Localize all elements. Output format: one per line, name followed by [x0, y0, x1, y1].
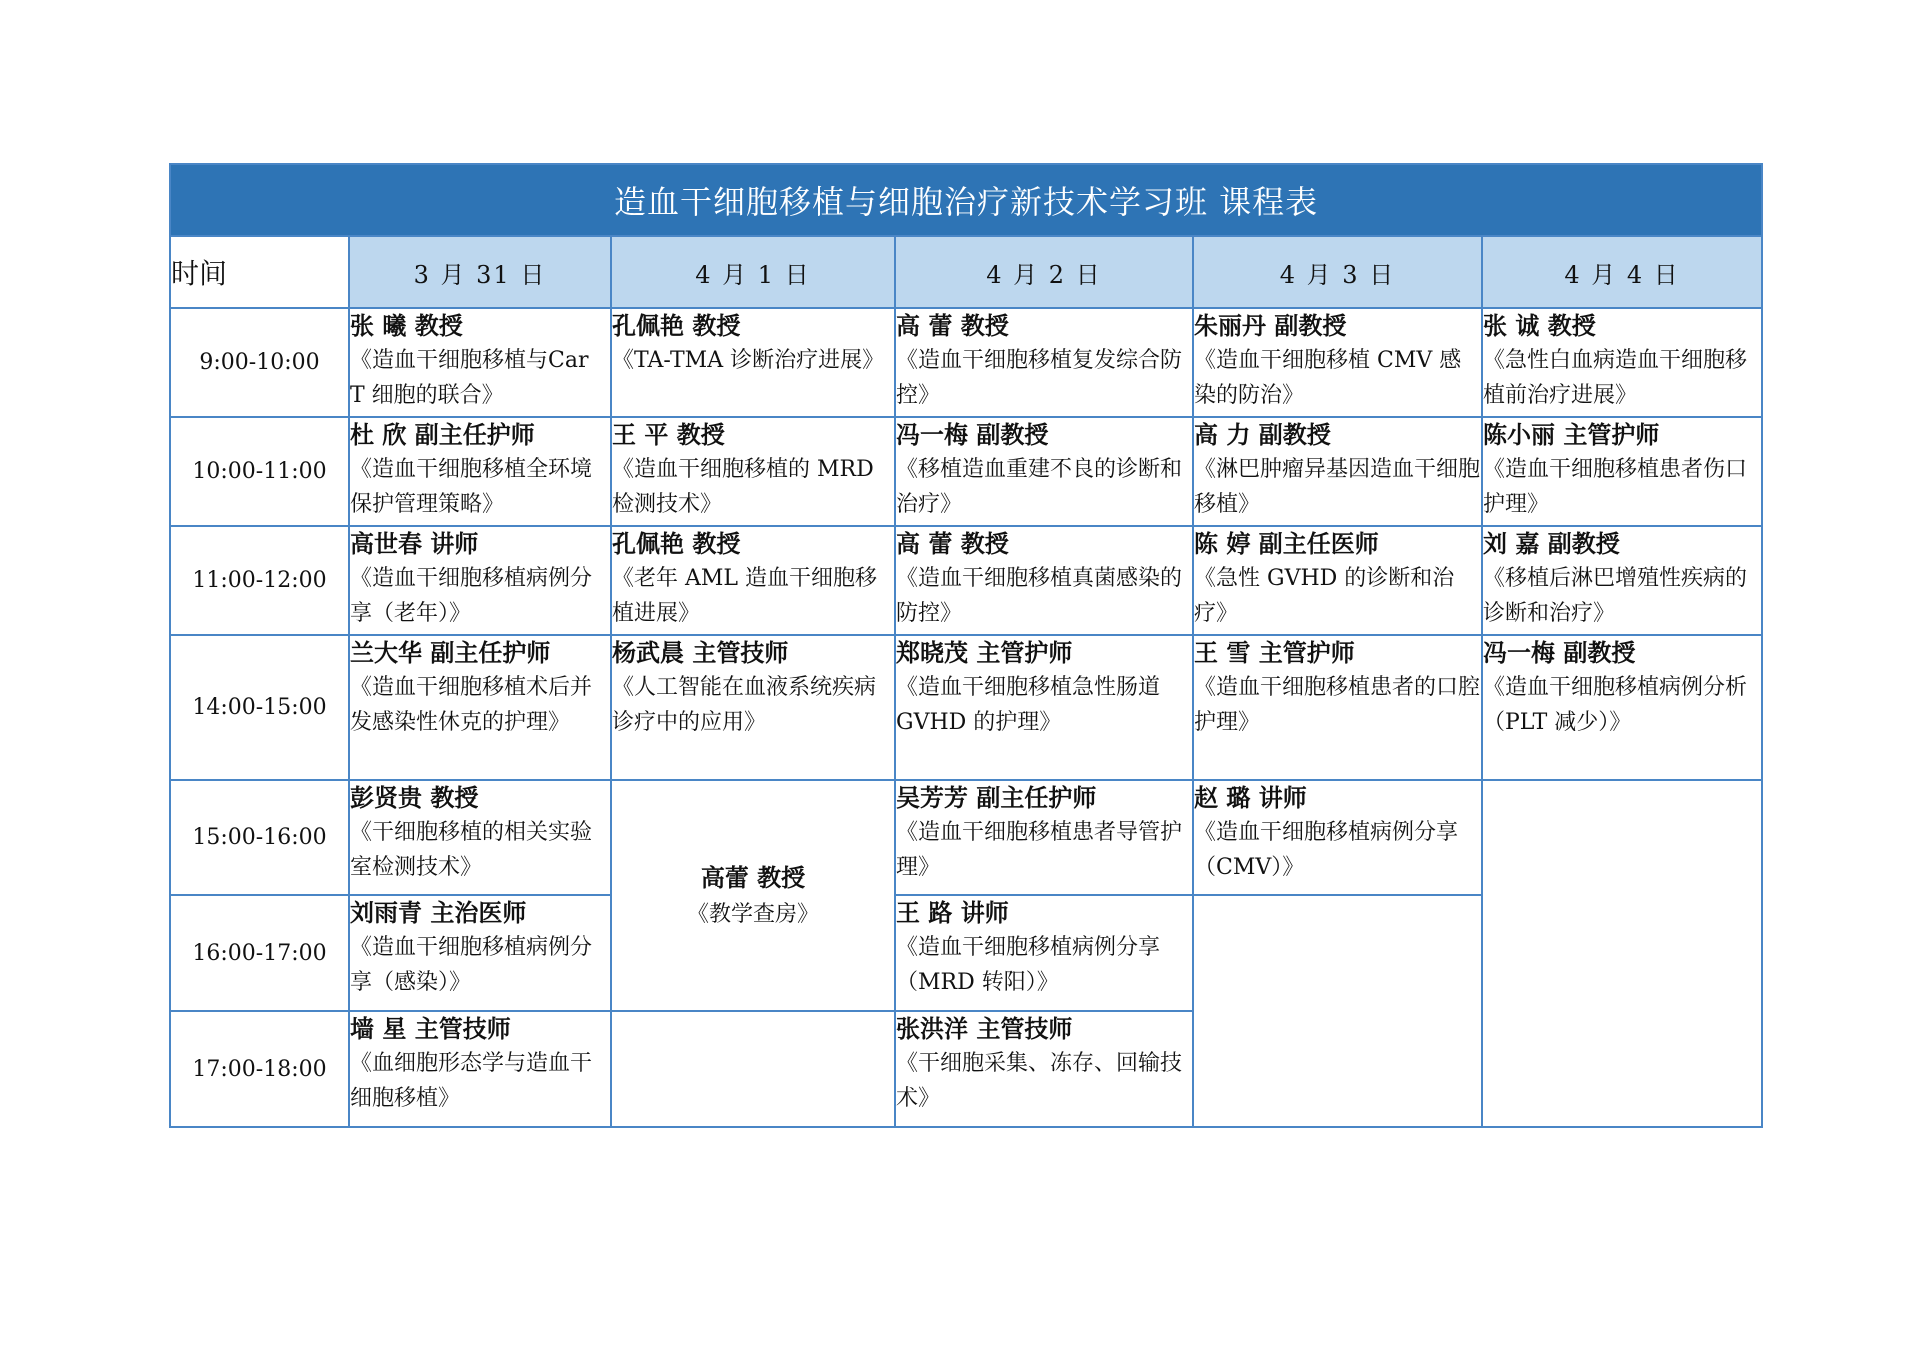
- lecture-cell: [349, 417, 611, 526]
- speaker: 张洪洋 主管技师: [896, 1015, 1073, 1043]
- lecture-topic: 《造血干细胞移植的 MRD 检测技术》: [612, 457, 874, 517]
- lecture-cell: [349, 895, 611, 1011]
- day-header: 4 月 3 日: [1193, 236, 1482, 308]
- lecture-cell: [1482, 417, 1762, 526]
- lecture-cell: [1482, 635, 1762, 780]
- lecture-cell: [349, 1011, 611, 1127]
- lecture-topic: 《血细胞形态学与造血干细胞移植》: [350, 1051, 593, 1111]
- lecture-cell: [611, 526, 895, 635]
- empty-cell: [1193, 895, 1482, 1127]
- day-header: 4 月 1 日: [611, 236, 895, 308]
- lecture-topic: 《造血干细胞移植患者伤口护理》: [1483, 457, 1748, 517]
- speaker: 冯一梅 副教授: [1483, 639, 1636, 667]
- lecture-topic: 《造血干细胞移植真菌感染的防控》: [896, 566, 1183, 626]
- lecture-topic: 《造血干细胞移植 CMV 感染的防治》: [1194, 348, 1462, 408]
- lecture-topic: 《教学查房》: [686, 902, 819, 927]
- speaker: 兰大华 副主任护师: [350, 639, 551, 667]
- lecture-cell: [1193, 526, 1482, 635]
- time-slot: 15:00-16:00: [170, 780, 349, 895]
- lecture-cell: [895, 308, 1193, 417]
- speaker: 孔佩艳 教授: [612, 312, 741, 340]
- speaker: 郑晓茂 主管护师: [896, 639, 1073, 667]
- lecture-cell: [349, 780, 611, 895]
- lecture-cell: [895, 635, 1193, 780]
- time-slot: 14:00-15:00: [170, 635, 349, 780]
- lecture-topic: 《急性白血病造血干细胞移植前治疗进展》: [1483, 348, 1748, 408]
- speaker: 高 力 副教授: [1194, 421, 1331, 449]
- lecture-cell: [895, 895, 1193, 1011]
- lecture-cell: [1193, 635, 1482, 780]
- speaker: 杨武晨 主管技师: [612, 639, 789, 667]
- lecture-cell: [1193, 308, 1482, 417]
- speaker: 王 路 讲师: [896, 899, 1009, 927]
- lecture-cell-merged: [611, 780, 895, 1011]
- lecture-topic: 《造血干细胞移植病例分析（PLT 减少）》: [1483, 675, 1748, 735]
- speaker: 刘雨青 主治医师: [350, 899, 527, 927]
- speaker: 高世春 讲师: [350, 530, 479, 558]
- lecture-cell: [1193, 780, 1482, 895]
- lecture-cell: [895, 526, 1193, 635]
- speaker: 王 平 教授: [612, 421, 725, 449]
- lecture-cell: [611, 635, 895, 780]
- lecture-topic: 《造血干细胞移植急性肠道 GVHD 的护理》: [896, 675, 1161, 735]
- lecture-topic: 《造血干细胞移植病例分享（CMV）》: [1194, 820, 1459, 880]
- empty-cell: [611, 1011, 895, 1127]
- lecture-topic: 《造血干细胞移植复发综合防控》: [896, 348, 1183, 408]
- lecture-cell: [1482, 308, 1762, 417]
- lecture-topic: 《造血干细胞移植病例分享（感染）》: [350, 935, 593, 995]
- speaker: 高 蕾 教授: [896, 312, 1009, 340]
- lecture-cell: [895, 780, 1193, 895]
- lecture-cell: [349, 635, 611, 780]
- time-slot: 10:00-11:00: [170, 417, 349, 526]
- lecture-topic: 《造血干细胞移植病例分享（老年）》: [350, 566, 593, 626]
- lecture-cell: [349, 526, 611, 635]
- lecture-topic: 《TA-TMA 诊断治疗进展》: [612, 348, 885, 373]
- day-header: 4 月 2 日: [895, 236, 1193, 308]
- lecture-topic: 《造血干细胞移植全环境保护管理策略》: [350, 457, 593, 517]
- lecture-cell: [611, 417, 895, 526]
- time-slot: 9:00-10:00: [170, 308, 349, 417]
- lecture-cell: [611, 308, 895, 417]
- speaker: 赵 璐 讲师: [1194, 784, 1307, 812]
- speaker: 陈 婷 副主任医师: [1194, 530, 1379, 558]
- time-header: 时间: [170, 236, 349, 308]
- speaker: 墙 星 主管技师: [350, 1015, 511, 1043]
- lecture-cell: [1193, 417, 1482, 526]
- lecture-topic: 《急性 GVHD 的诊断和治疗》: [1194, 566, 1455, 626]
- lecture-topic: 《老年 AML 造血干细胞移植进展》: [612, 566, 878, 626]
- lecture-cell: [895, 417, 1193, 526]
- day-header: 3 月 31 日: [349, 236, 611, 308]
- speaker: 冯一梅 副教授: [896, 421, 1049, 449]
- time-slot: 11:00-12:00: [170, 526, 349, 635]
- speaker: 高蕾 教授: [700, 864, 806, 892]
- speaker: 刘 嘉 副教授: [1483, 530, 1620, 558]
- speaker: 高 蕾 教授: [896, 530, 1009, 558]
- time-slot: 17:00-18:00: [170, 1011, 349, 1127]
- page-title: 造血干细胞移植与细胞治疗新技术学习班 课程表: [170, 164, 1762, 236]
- time-slot: 16:00-17:00: [170, 895, 349, 1011]
- lecture-topic: 《造血干细胞移植患者的口腔护理》: [1194, 675, 1481, 735]
- lecture-cell: [1482, 526, 1762, 635]
- lecture-topic: 《干细胞移植的相关实验室检测技术》: [350, 820, 593, 880]
- schedule-table: [169, 163, 1763, 1128]
- lecture-topic: 《移植造血重建不良的诊断和治疗》: [896, 457, 1183, 517]
- speaker: 吴芳芳 副主任护师: [896, 784, 1097, 812]
- speaker: 张 曦 教授: [350, 312, 463, 340]
- lecture-topic: 《干细胞采集、冻存、回输技术》: [896, 1051, 1183, 1111]
- lecture-cell: [895, 1011, 1193, 1127]
- lecture-cell: [349, 308, 611, 417]
- day-header: 4 月 4 日: [1482, 236, 1762, 308]
- lecture-topic: 《造血干细胞移植病例分享（MRD 转阳）》: [896, 935, 1161, 995]
- speaker: 王 雪 主管护师: [1194, 639, 1355, 667]
- speaker: 彭贤贵 教授: [350, 784, 479, 812]
- lecture-topic: 《移植后淋巴增殖性疾病的诊断和治疗》: [1483, 566, 1748, 626]
- lecture-topic: 《造血干细胞移植术后并发感染性休克的护理》: [350, 675, 593, 735]
- lecture-topic: 《造血干细胞移植与Car T 细胞的联合》: [350, 348, 589, 408]
- lecture-topic: 《人工智能在血液系统疾病诊疗中的应用》: [612, 675, 877, 735]
- speaker: 孔佩艳 教授: [612, 530, 741, 558]
- lecture-topic: 《淋巴肿瘤异基因造血干细胞移植》: [1194, 457, 1481, 517]
- speaker: 朱丽丹 副教授: [1194, 312, 1347, 340]
- speaker: 杜 欣 副主任护师: [350, 421, 535, 449]
- speaker: 张 诚 教授: [1483, 312, 1596, 340]
- empty-cell: [1482, 780, 1762, 1127]
- lecture-topic: 《造血干细胞移植患者导管护理》: [896, 820, 1183, 880]
- speaker: 陈小丽 主管护师: [1483, 421, 1660, 449]
